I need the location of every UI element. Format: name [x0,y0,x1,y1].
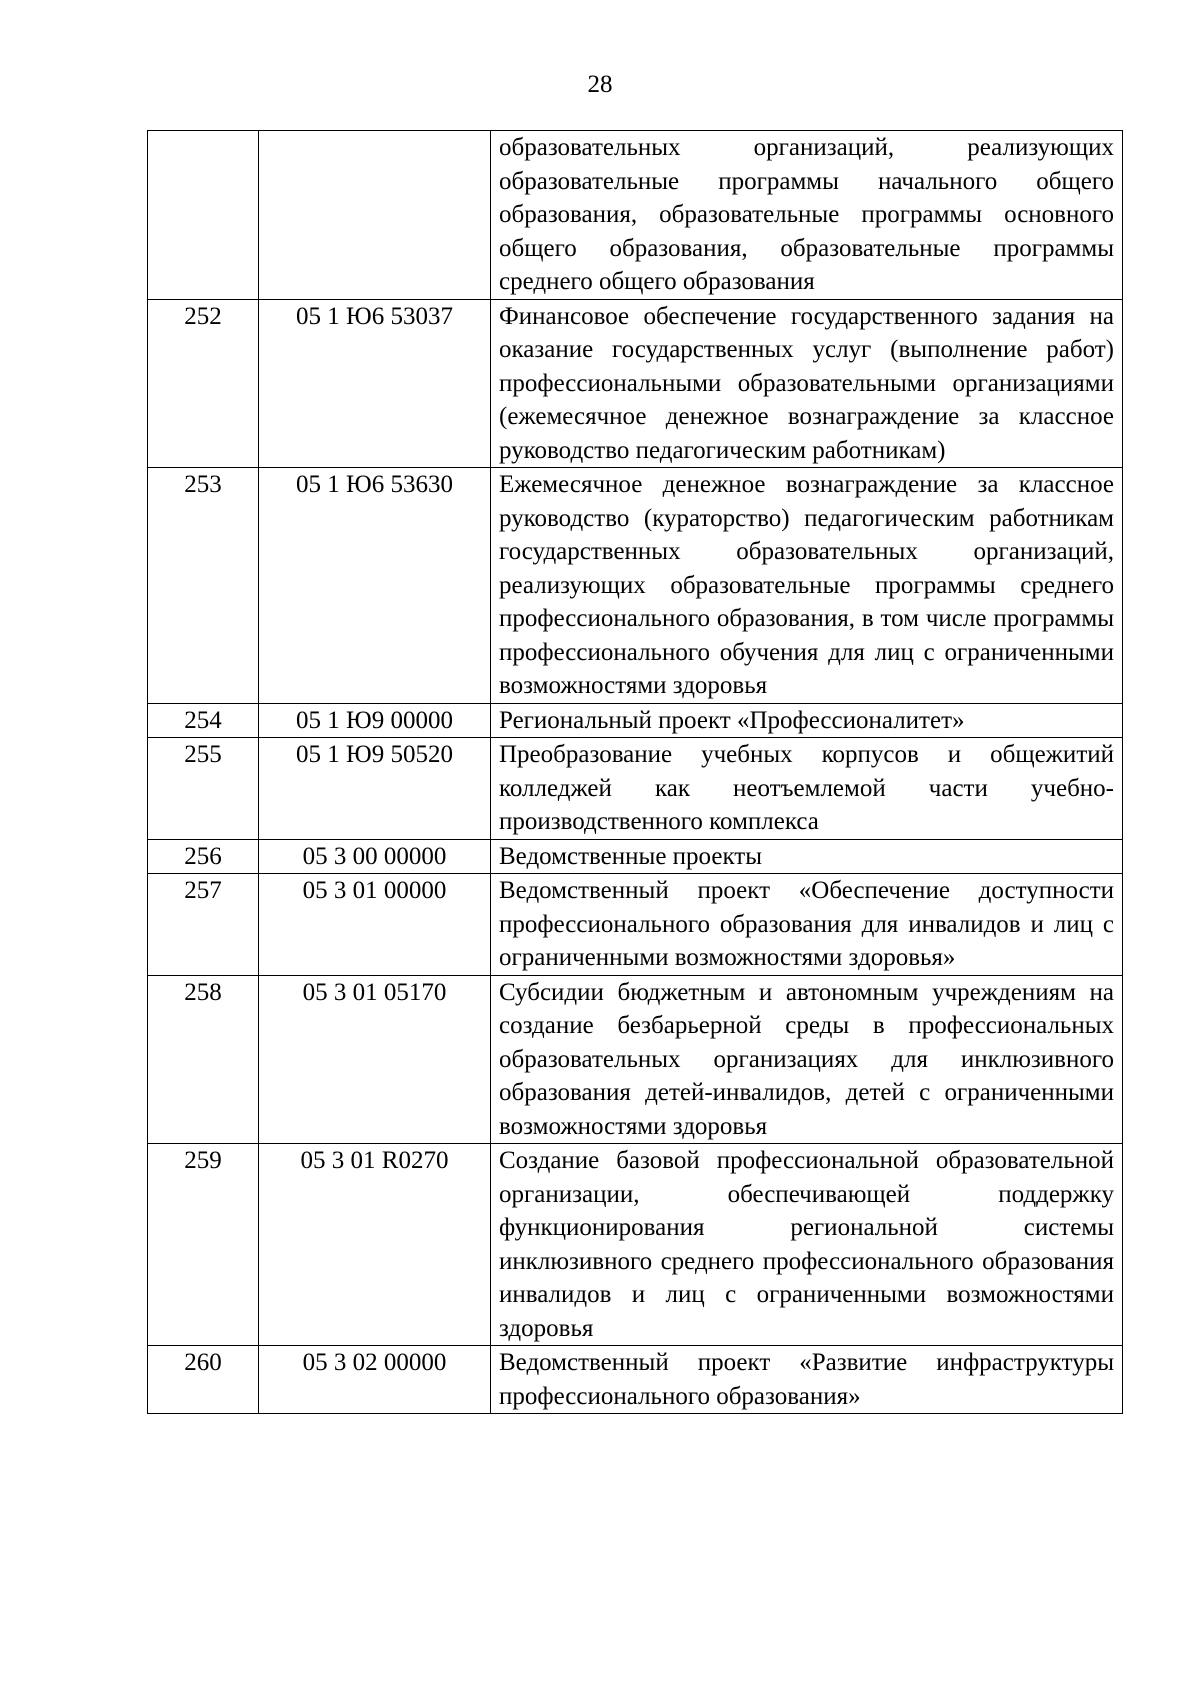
budget-codes-table [147,130,1123,1414]
table-row [148,874,1123,976]
row-name: Финансовое обеспечение государственного задания на оказание государственных услуг (выполнение работ) профессиональными образовательными организациями (ежемесячное денежное вознаграждение за классное руководство педагогическим работникам) [491,299,1123,468]
row-name: Ежемесячное денежное вознаграждение за классное руководство (кураторство) педагогическим работникам государственных образовательных организаций, реализующих образовательные программы среднего профессионального образования, в том числе программы профессионального обучения для лиц с ограниченными возможностями здоровья [491,468,1123,704]
table-row [148,131,1123,300]
row-number: 254 [148,703,259,738]
table-row [148,738,1123,840]
table-row [148,468,1123,704]
row-code: 05 3 00 00000 [259,839,491,874]
table-row [148,703,1123,738]
row-number: 257 [148,874,259,976]
row-name: Ведомственный проект «Развитие инфраструктуры профессионального образования» [491,1346,1123,1414]
table-row [148,975,1123,1144]
row-number: 255 [148,738,259,840]
row-name: образовательных организаций, реализующих образовательные программы начального общего образования, образовательные программы основного общего образования, образовательные программы среднего общего образования [491,131,1123,300]
row-code: 05 3 01 R0270 [259,1144,491,1346]
page-number: 28 [587,71,613,98]
row-code: 05 1 Ю9 50520 [259,738,491,840]
row-code: 05 1 Ю9 00000 [259,703,491,738]
row-number: 252 [148,299,259,468]
row-name: Региональный проект «Профессионалитет» [491,703,1123,738]
row-number: 260 [148,1346,259,1414]
row-code: 05 1 Ю6 53630 [259,468,491,704]
row-number [148,131,259,300]
row-number: 253 [148,468,259,704]
row-number: 259 [148,1144,259,1346]
row-name: Преобразование учебных корпусов и общежитий колледжей как неотъемлемой части учебно-производственного комплекса [491,738,1123,840]
row-code: 05 1 Ю6 53037 [259,299,491,468]
table-row [148,299,1123,468]
row-name: Ведомственные проекты [491,839,1123,874]
row-name: Субсидии бюджетным и автономным учреждениям на создание безбарьерной среды в профессиональных образовательных организациях для инклюзивного образования детей-инвалидов, детей с ограниченными возможностями здоровья [491,975,1123,1144]
table-row [148,1346,1123,1414]
row-name: Создание базовой профессиональной образовательной организации, обеспечивающей поддержку функционирования региональной системы инклюзивного среднего профессионального образования инвалидов и лиц с ограниченными возможностями здоровья [491,1144,1123,1346]
row-code: 05 3 01 05170 [259,975,491,1144]
row-number: 258 [148,975,259,1144]
row-name: Ведомственный проект «Обеспечение доступности профессионального образования для инвалидов и лиц с ограниченными возможностями здоровья» [491,874,1123,976]
table-row [148,1144,1123,1346]
table-row [148,839,1123,874]
row-code: 05 3 02 00000 [259,1346,491,1414]
row-code [259,131,491,300]
row-number: 256 [148,839,259,874]
row-code: 05 3 01 00000 [259,874,491,976]
